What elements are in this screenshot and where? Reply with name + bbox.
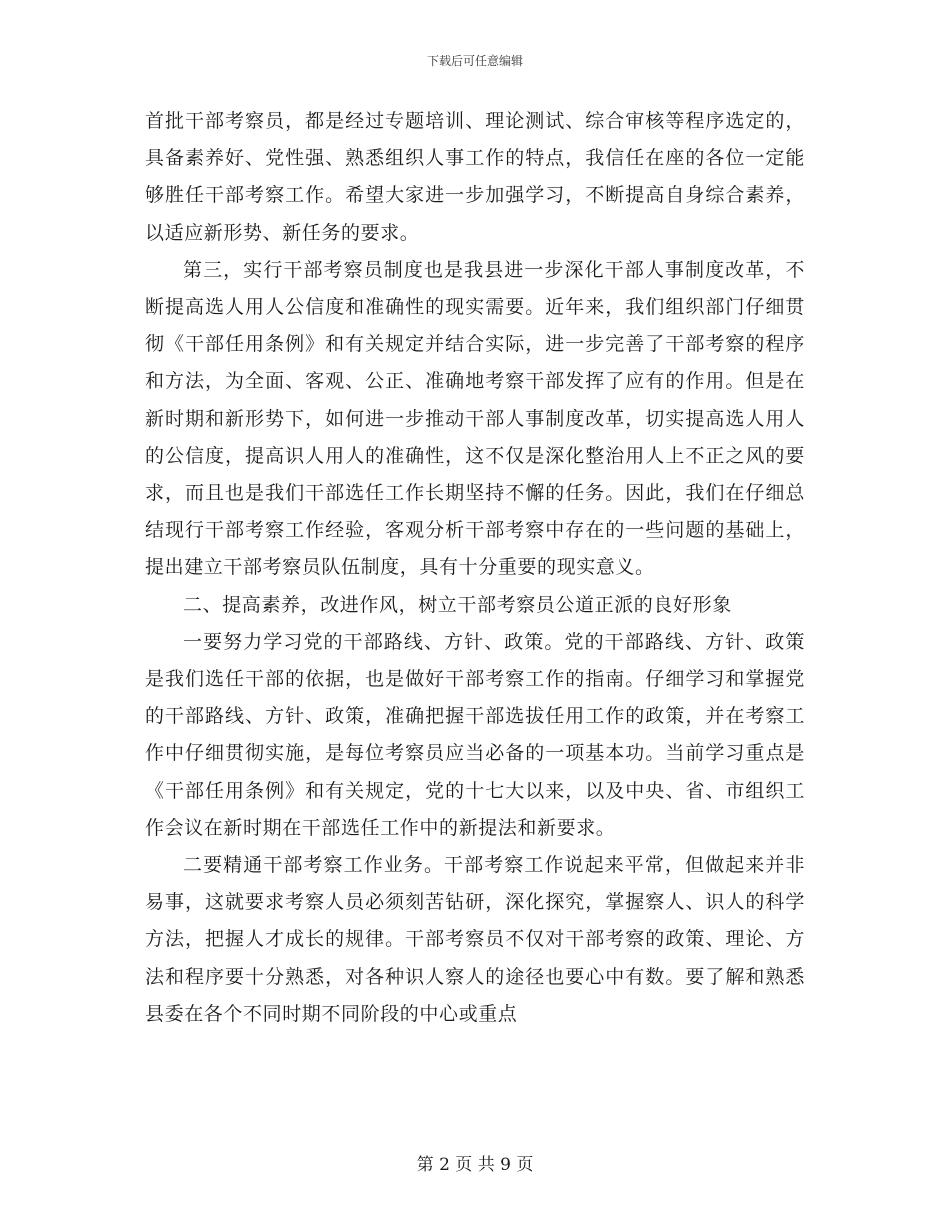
paragraph-master-business: 二要精通干部考察工作业务。干部考察工作说起来平常，但做起来并非易事，这就要求考察人员必须刻苦钻研，深化探究，掌握察人、识人的科学方法，把握人才成长的规律。干部考察员不仅对干部考察的政策、理论、方法和程序要十分熟悉，对各种识人察人的途径也要心中有数。要了解和熟悉县委在各个不同时期不同阶段的中心或重点 [145, 854, 805, 1025]
page-header-note: 下载后可任意编辑 [426, 54, 523, 68]
paragraph-third-point: 第三，实行干部考察员制度也是我县进一步深化干部人事制度改革，不断提高选人用人公信度和准确性的现实需要。近年来，我们组织部门仔细贯彻《干部任用条例》和有关规定并结合实际，进一步完善了干部考察的程序和方法，为全面、客观、公正、准确地考察干部发挥了应有的作用。但是在新时期和新形势下，如何进一步推动干部人事制度改革，切实提高选人用人的公信度，提高识人用人的准确性，这不仅是深化整治用人上不正之风的要求，而且也是我们干部选任工作长期坚持不懈的任务。因此，我们在仔细总结现行干部考察工作经验，客观分析干部考察中存在的一些问题的基础上，提出建立干部考察员队伍制度，具有十分重要的现实意义。 [145, 258, 805, 579]
paragraph-study-policy: 一要努力学习党的干部路线、方针、政策。党的干部路线、方针、政策是我们选任干部的依据，也是做好干部考察工作的指南。仔细学习和掌握党的干部路线、方针、政策，准确把握干部选拔任用工作的政策，并在考察工作中仔细贯彻实施，是每位考察员应当必备的一项基本功。当前学习重点是《干部任用条例》和有关规定，党的十七大以来，以及中央、省、市组织工作会议在新时期在干部选任工作中的新提法和新要求。 [145, 630, 805, 839]
page-number-footer: 第 2 页 共 9 页 [416, 1155, 534, 1175]
section-heading-two: 二、提高素养，改进作风，树立干部考察员公道正派的良好形象 [183, 593, 732, 616]
document-body [145, 103, 805, 1033]
paragraph-continuation: 首批干部考察员，都是经过专题培训、理论测试、综合审核等程序选定的，具备素养好、党性强、熟悉组织人事工作的特点，我信任在座的各位一定能够胜任干部考察工作。希望大家进一步加强学习，不断提高自身综合素养，以适应新形势、新任务的要求。 [145, 110, 805, 244]
